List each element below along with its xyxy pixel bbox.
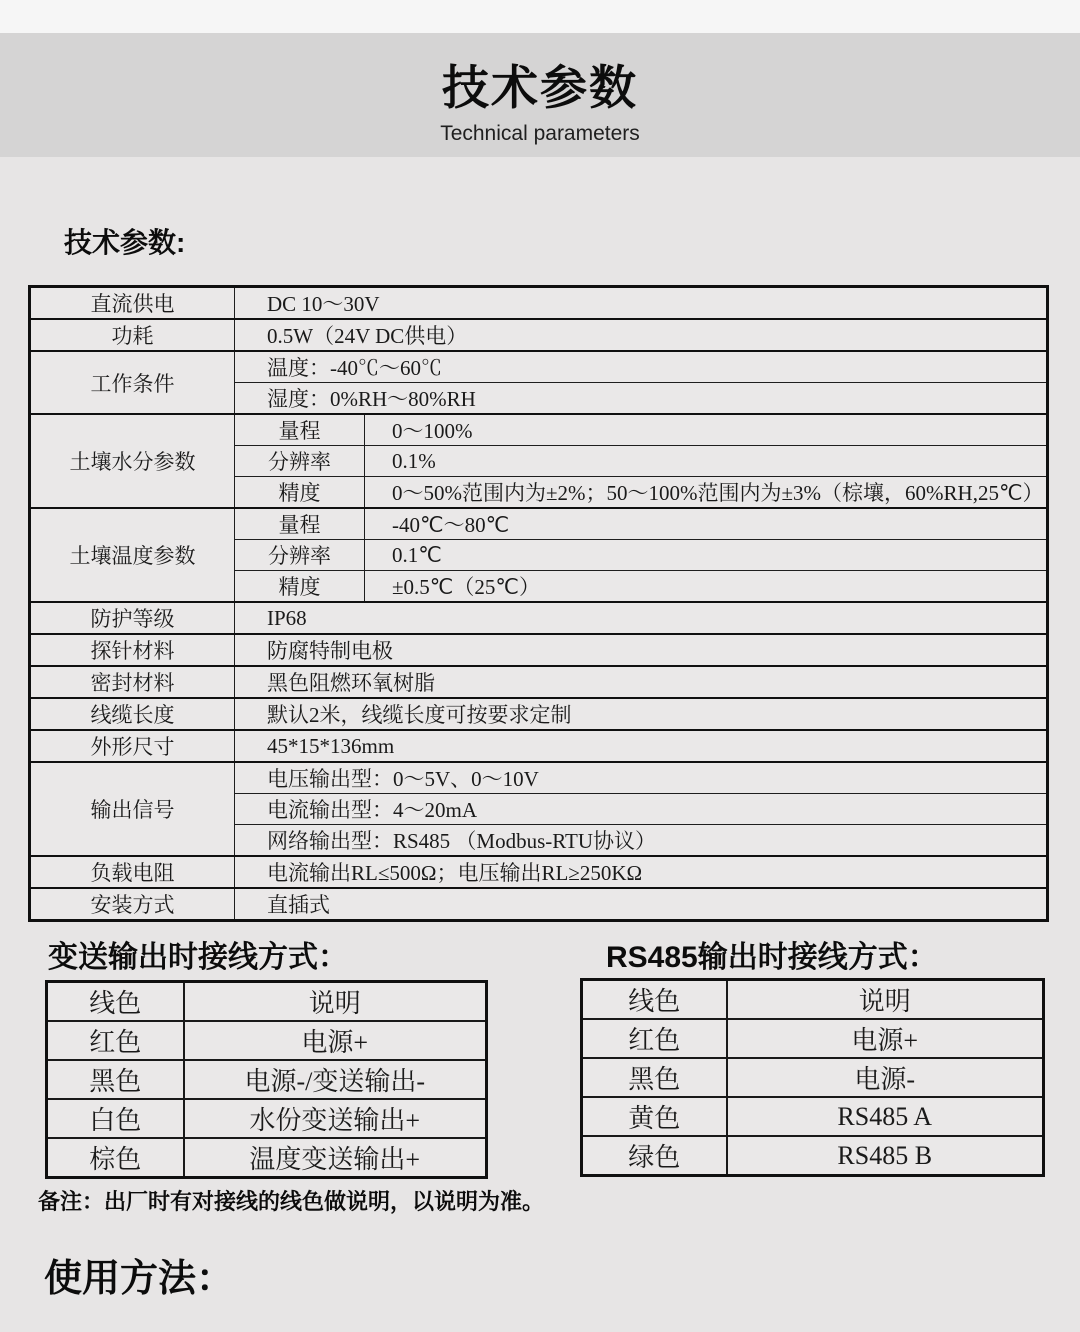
table-row [582,1058,1044,1097]
wiring-note: 备注：出厂时有对接线的线色做说明，以说明为准。 [38,1189,545,1214]
spec-value: -40℃～80℃ [365,508,1048,540]
wiring-transmitter-heading: 变送输出时接线方式： [48,941,348,974]
wire-color: 黄色 [582,1097,727,1136]
wire-desc: 温度变送输出+ [184,1138,487,1178]
spec-label: 土壤温度参数 [30,508,235,602]
spec-value: IP68 [235,602,1048,634]
header-band [0,33,1080,157]
usage-section-heading: 使用方法： [44,1258,235,1300]
table-row [582,1019,1044,1058]
spec-value: 45*15*136mm [235,730,1048,762]
table-row [47,982,487,1022]
wire-color: 绿色 [582,1136,727,1176]
spec-value: 黑色阻燃环氧树脂 [235,666,1048,698]
wire-color-header: 线色 [47,982,184,1022]
content-area [0,157,1080,1332]
spec-label: 线缆长度 [30,698,235,730]
wire-color: 白色 [47,1099,184,1138]
table-row [30,698,1048,730]
table-row [30,888,1048,921]
spec-value: 0～50%范围内为±2%；50～100%范围内为±3%（棕壤，60%RH,25℃） [365,477,1048,509]
wiring-rs485-table [580,978,1045,1177]
spec-value: 温度：-40℃～60℃ [235,351,1048,383]
wire-desc: 电源+ [184,1021,487,1060]
table-row [582,980,1044,1020]
spec-value: 0.1% [365,446,1048,477]
spec-value: 网络输出型：RS485 （Modbus-RTU协议） [235,825,1048,857]
table-row [582,1136,1044,1176]
spec-label: 负载电阻 [30,856,235,888]
wire-desc: 电源-/变送输出- [184,1060,487,1099]
spec-subparam: 精度 [235,571,365,603]
spec-value: 0.1℃ [365,540,1048,571]
section-label-tech-params: 技术参数: [64,227,186,258]
spec-label: 密封材料 [30,666,235,698]
spec-label: 防护等级 [30,602,235,634]
wire-color: 黑色 [47,1060,184,1099]
wire-desc: 电源+ [727,1019,1044,1058]
spec-label: 直流供电 [30,287,235,320]
spec-label: 功耗 [30,319,235,351]
spec-subparam: 量程 [235,508,365,540]
spec-label: 安装方式 [30,888,235,921]
table-row [30,666,1048,698]
table-row [30,730,1048,762]
table-row [30,319,1048,351]
wire-desc: RS485 B [727,1136,1044,1176]
spec-value: 0～100% [365,414,1048,446]
spec-label: 外形尺寸 [30,730,235,762]
wire-color: 棕色 [47,1138,184,1178]
table-row [47,1099,487,1138]
spec-value: 湿度：0%RH～80%RH [235,383,1048,415]
wiring-rs485-heading: RS485输出时接线方式： [606,941,938,974]
wiring-transmitter-table [45,980,488,1179]
spec-subparam: 分辨率 [235,446,365,477]
table-row [30,634,1048,666]
spec-value: 0.5W（24V DC供电） [235,319,1048,351]
spec-table [28,285,1049,922]
wire-color-header: 线色 [582,980,727,1020]
spec-subparam: 量程 [235,414,365,446]
wire-color: 红色 [582,1019,727,1058]
spec-label: 探针材料 [30,634,235,666]
wire-color: 黑色 [582,1058,727,1097]
table-row [30,508,1048,540]
wire-desc-header: 说明 [184,982,487,1022]
table-row [30,414,1048,446]
table-row [47,1060,487,1099]
spec-value: 防腐特制电极 [235,634,1048,666]
table-row [47,1021,487,1060]
wire-desc: 电源- [727,1058,1044,1097]
wire-desc: 水份变送输出+ [184,1099,487,1138]
spec-label: 输出信号 [30,762,235,856]
spec-value: 电压输出型：0～5V、0～10V [235,762,1048,794]
spec-value: 电流输出型：4～20mA [235,794,1048,825]
table-row [30,287,1048,320]
spec-value: 默认2米，线缆长度可按要求定制 [235,698,1048,730]
table-row [30,351,1048,383]
spec-label: 土壤水分参数 [30,414,235,508]
table-row [30,762,1048,794]
wire-color: 红色 [47,1021,184,1060]
spec-value: ±0.5℃（25℃） [365,571,1048,603]
spec-label: 工作条件 [30,351,235,414]
wire-desc: RS485 A [727,1097,1044,1136]
table-row [30,602,1048,634]
table-row [47,1138,487,1178]
page-title: 技术参数 [442,61,638,114]
spec-value: 直插式 [235,888,1048,921]
spec-subparam: 精度 [235,477,365,509]
page-subtitle: Technical parameters [440,122,640,145]
table-row [582,1097,1044,1136]
wire-desc-header: 说明 [727,980,1044,1020]
table-row [30,856,1048,888]
spec-value: 电流输出RL≤500Ω；电压输出RL≥250KΩ [235,856,1048,888]
spec-subparam: 分辨率 [235,540,365,571]
spec-value: DC 10～30V [235,287,1048,320]
